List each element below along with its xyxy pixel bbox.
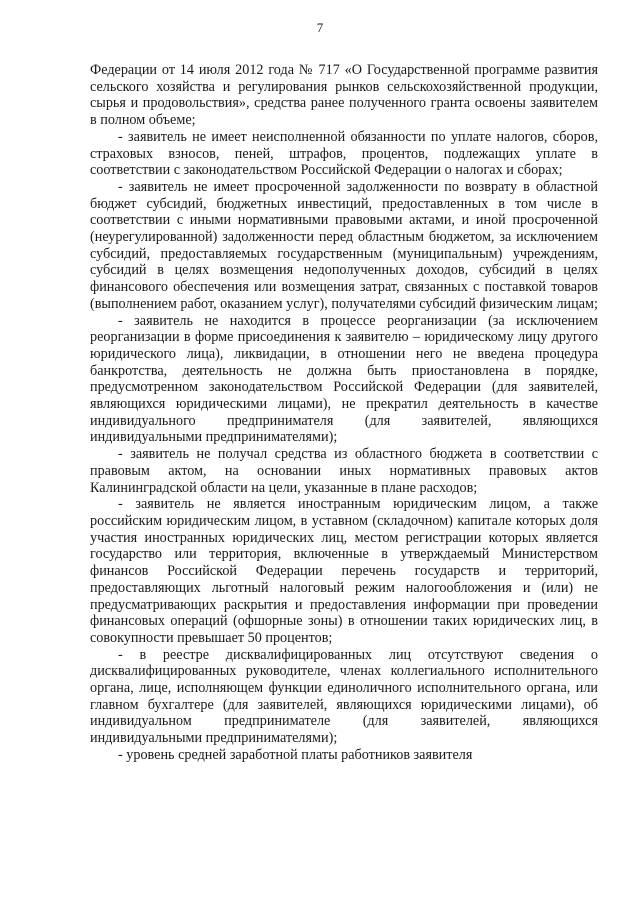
paragraph-overdue-debt: - заявитель не имеет просроченной задолженности по возврату в областной бюджет субсидий, бюджетных инвестиций, предоставленных в том числе в соответствии с иными нормативными правовыми актами, и иной просроченной (неурегулированной) задолженности перед областным бюджетом, за исключением субсидий, предоставляемых государственным (муниципальным) учреждениям, субсидий в целях возмещения недополученных доходов, субсидий в целях финансового обеспечения или возмещения затрат, связанных с поставкой товаров (выполнением работ, оказанием услуг), получателями субсидий физическим лицам; bbox=[90, 178, 598, 312]
document-body bbox=[90, 62, 598, 764]
paragraph-disqualified-persons: - в реестре дисквалифицированных лиц отсутствуют сведения о дисквалифицированных руководителе, членах коллегиального исполнительного органа, лице, исполняющем функции единоличного исполнительного органа, или главном бухгалтере (для заявителей, являющихся юридическими лицами), об индивидуальном предпринимателе (для заявителей, являющихся индивидуальными предпринимателями); bbox=[90, 646, 598, 747]
paragraph-tax-obligations: - заявитель не имеет неисполненной обязанности по уплате налогов, сборов, страховых взносов, пеней, штрафов, процентов, подлежащих уплате в соответствии с законодательством Российской Федерации о налогах и сборах; bbox=[90, 128, 598, 179]
page-number: 7 bbox=[316, 20, 324, 35]
paragraph-continuation: Федерации от 14 июля 2012 года № 717 «О Государственной программе развития сельского хозяйства и регулирования рынков сельскохозяйственной продукции, сырья и продовольствия», средства ранее полученного гранта освоены заявителем в полном объеме; bbox=[90, 62, 598, 129]
paragraph-reorganization: - заявитель не находится в процессе реорганизации (за исключением реорганизации в форме присоединения к заявителю – юридическому лицу другого юридического лица), ликвидации, в отношении него не введена процедура банкротства, деятельность не должна быть приостановлена в порядке, предусмотренном законодательством Российской Федерации (для заявителей, являющихся юридическими лицами), не прекратил деятельность в качестве индивидуального предпринимателя (для заявителей, являющихся индивидуальными предпринимателями); bbox=[90, 312, 598, 446]
paragraph-no-regional-funds: - заявитель не получал средства из областного бюджета в соответствии с правовым актом, на основании иных нормативных правовых актов Калининградской области на цели, указанные в плане расходов; bbox=[90, 446, 598, 496]
paragraph-foreign-entity: - заявитель не является иностранным юридическим лицом, а также российским юридическим лицом, в уставном (складочном) капитале которых доля участия иностранных юридических лиц, местом регистрации которых является государство или территория, включенные в утверждаемый Министерством финансов Российской Федерации перечень государств и территорий, предоставляющих льготный налоговый режим налогообложения и (или) не предусматривающих раскрытия и предоставления информации при проведении финансовых операций (офшорные зоны) в отношении таких юридических лиц, в совокупности превышает 50 процентов; bbox=[90, 496, 598, 646]
paragraph-average-salary: - уровень средней заработной платы работников заявителя bbox=[118, 746, 473, 763]
